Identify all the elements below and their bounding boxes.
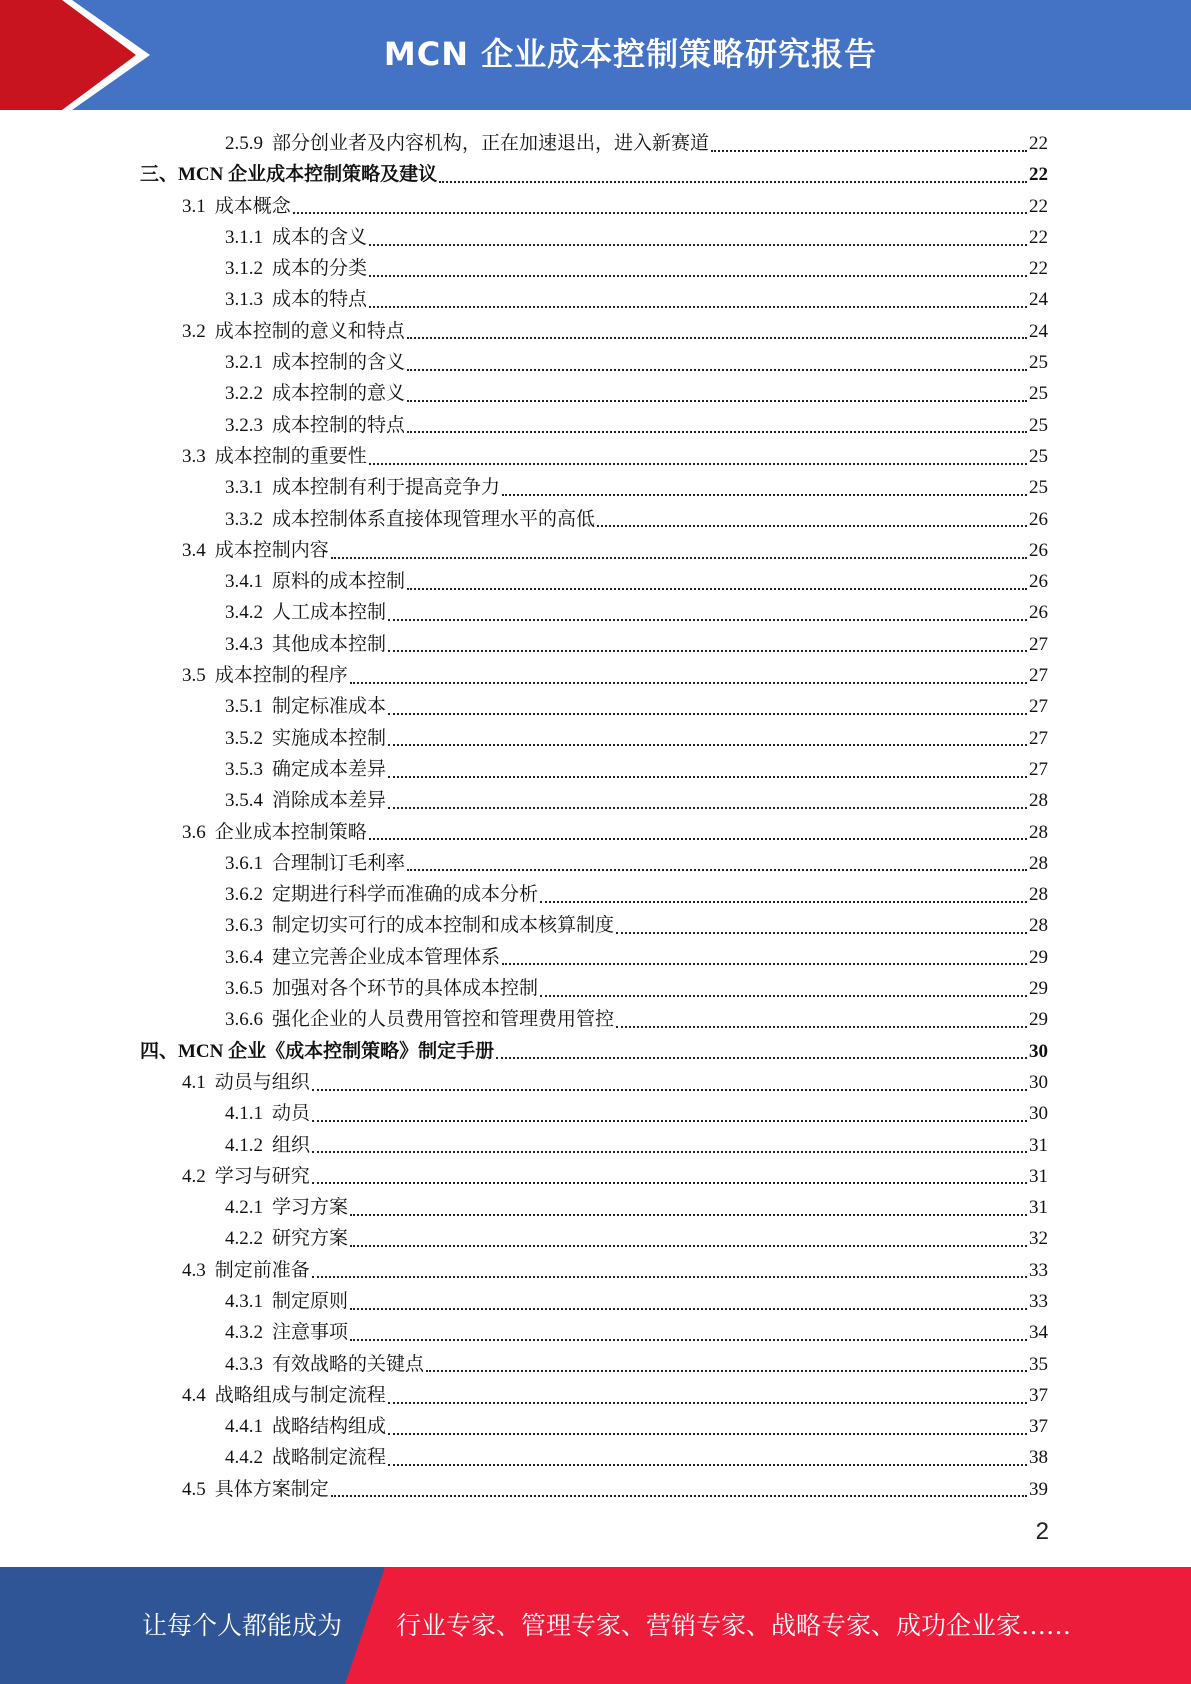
- toc-entry-number: 3.2: [182, 320, 206, 342]
- toc-entry[interactable]: [140, 1067, 1048, 1098]
- page-number: 2: [1035, 1518, 1049, 1545]
- toc-entry-number: 4.2.1: [225, 1197, 263, 1219]
- toc-page-number: 29: [1029, 978, 1048, 1000]
- toc-entry-number: 3.3.1: [225, 477, 263, 499]
- toc-page-number: 27: [1029, 665, 1048, 687]
- toc-entry-label: 其他成本控制: [272, 633, 387, 655]
- toc-entry-label: 具体方案制定: [214, 1478, 329, 1500]
- toc-entry-label: 成本控制体系直接体现管理水平的高低: [272, 508, 596, 530]
- toc-leader-dots: [369, 244, 1027, 246]
- toc-entry-label: 成本的含义: [272, 226, 368, 248]
- toc-page-number: 22: [1029, 226, 1048, 248]
- toc-leader-dots: [369, 463, 1027, 465]
- toc-leader-dots: [331, 557, 1027, 559]
- toc-entry-label: 成本控制的含义: [272, 352, 406, 374]
- toc-page-number: 37: [1029, 1416, 1048, 1438]
- toc-page-number: 24: [1029, 289, 1048, 311]
- toc-page-number: 25: [1029, 383, 1048, 405]
- toc-entry-number: 4.4.1: [225, 1416, 263, 1438]
- toc-page-number: 28: [1029, 790, 1048, 812]
- toc-entry-number: 3.1.2: [225, 258, 263, 280]
- toc-page-number: 27: [1029, 696, 1048, 718]
- toc-entry-title: [225, 1192, 348, 1223]
- toc-entry-title: [225, 566, 405, 597]
- toc-entry-number: 3.6.4: [225, 946, 263, 968]
- toc-page-number: 24: [1029, 320, 1048, 342]
- toc-page-number: 22: [1029, 258, 1048, 280]
- toc-entry-number: 3.5.3: [225, 758, 263, 780]
- toc-entry-title: [225, 1004, 614, 1035]
- page-header: [0, 0, 1191, 110]
- toc-leader-dots: [388, 807, 1027, 809]
- toc-page-number: 28: [1029, 852, 1048, 874]
- toc-entry-title: [225, 942, 500, 973]
- toc-leader-dots: [616, 1026, 1027, 1028]
- toc-entry[interactable]: [140, 1161, 1048, 1192]
- toc-entry-number: 3.4.1: [225, 571, 263, 593]
- toc-entry[interactable]: [140, 222, 1048, 253]
- toc-entry[interactable]: [140, 284, 1048, 315]
- toc-page-number: 26: [1029, 602, 1048, 624]
- toc-entry[interactable]: [140, 1349, 1048, 1380]
- toc-entry-number: 3.5.2: [225, 727, 263, 749]
- toc-entry[interactable]: [140, 1380, 1048, 1411]
- toc-entry-label: 战略结构组成: [272, 1416, 387, 1438]
- toc-page-number: 28: [1029, 821, 1048, 843]
- toc-entry-title: [225, 1349, 424, 1380]
- toc-leader-dots: [388, 1433, 1027, 1435]
- header-chevron-decoration: [0, 0, 150, 110]
- toc-page-number: 25: [1029, 352, 1048, 374]
- toc-entry[interactable]: [140, 159, 1048, 190]
- toc-leader-dots: [312, 1276, 1027, 1278]
- toc-page-number: 33: [1029, 1259, 1048, 1281]
- toc-entry[interactable]: [140, 817, 1048, 848]
- toc-entry-number: 3.6.3: [225, 915, 263, 937]
- toc-entry-title: [182, 316, 405, 347]
- toc-entry-number: 4.1.1: [225, 1103, 263, 1125]
- toc-page-number: 22: [1029, 133, 1048, 154]
- toc-leader-dots: [312, 1182, 1027, 1184]
- toc-entry[interactable]: [140, 1442, 1048, 1473]
- toc-page-number: 26: [1029, 571, 1048, 593]
- toc-entry[interactable]: [140, 441, 1048, 472]
- toc-leader-dots: [426, 1370, 1027, 1372]
- toc-entry[interactable]: [140, 253, 1048, 284]
- toc-entry-number: 2.5.9: [225, 133, 263, 154]
- toc-entry-label: 制定前准备: [214, 1259, 310, 1281]
- toc-entry-number: 3.4: [182, 539, 206, 561]
- toc-entry-number: 3.1.3: [225, 289, 263, 311]
- toc-page-number: 35: [1029, 1353, 1048, 1375]
- toc-entry-label: 制定切实可行的成本控制和成本核算制度: [272, 915, 615, 937]
- toc-entry-label: 战略制定流程: [272, 1447, 387, 1469]
- toc-entry[interactable]: [140, 942, 1048, 973]
- toc-entry-number: 3.4.2: [225, 602, 263, 624]
- toc-entry-title: [225, 848, 405, 879]
- toc-page-number: 22: [1029, 164, 1048, 186]
- toc-leader-dots: [407, 400, 1027, 402]
- toc-entry-label: 企业成本控制策略: [214, 821, 367, 843]
- toc-page-number: 38: [1029, 1447, 1048, 1469]
- toc-entry-number: 4.3.3: [225, 1353, 263, 1375]
- toc-entry[interactable]: [140, 347, 1048, 378]
- toc-entry-label: 有效战略的关键点: [272, 1353, 425, 1375]
- toc-entry-number: 4.1.2: [225, 1134, 263, 1156]
- toc-entry[interactable]: [140, 1286, 1048, 1317]
- toc-entry[interactable]: [140, 128, 1048, 159]
- toc-leader-dots: [502, 963, 1027, 965]
- toc-entry-title: [225, 1223, 348, 1254]
- toc-page-number: 27: [1029, 727, 1048, 749]
- toc-entry[interactable]: [140, 378, 1048, 409]
- toc-leader-dots: [350, 1214, 1027, 1216]
- toc-entry[interactable]: [140, 723, 1048, 754]
- toc-leader-dots: [350, 682, 1027, 684]
- toc-entry-label: 原料的成本控制: [272, 571, 406, 593]
- toc-entry[interactable]: [140, 597, 1048, 628]
- toc-page-number: 26: [1029, 508, 1048, 530]
- toc-entry-label: 研究方案: [272, 1228, 349, 1250]
- toc-entry-number: 3.5.4: [225, 790, 263, 812]
- toc-leader-dots: [350, 1339, 1027, 1341]
- toc-leader-dots: [312, 1120, 1027, 1122]
- toc-leader-dots: [407, 869, 1027, 871]
- toc-entry[interactable]: [140, 1411, 1048, 1442]
- toc-entry-label: 加强对各个环节的具体成本控制: [272, 978, 539, 1000]
- toc-leader-dots: [407, 369, 1027, 371]
- toc-entry-title: [182, 817, 367, 848]
- toc-entry-title: [225, 410, 405, 441]
- toc-leader-dots: [407, 431, 1027, 433]
- toc-page-number: 22: [1029, 195, 1048, 217]
- toc-entry-label: 成本的特点: [272, 289, 368, 311]
- toc-entry-title: [225, 284, 367, 315]
- toc-entry-title: [225, 1098, 310, 1129]
- toc-entry-title: [225, 910, 614, 941]
- toc-page-number: 29: [1029, 1009, 1048, 1031]
- toc-entry-title: [225, 1442, 386, 1473]
- toc-entry-label: 战略组成与制定流程: [214, 1384, 386, 1406]
- footer-slogan-left: 让每个人都能成为: [142, 1611, 343, 1640]
- toc-entry-label: 成本控制的重要性: [214, 445, 367, 467]
- toc-entry-label: 实施成本控制: [272, 727, 387, 749]
- toc-entry-number: 3.5: [182, 665, 206, 687]
- toc-entry-label: 成本控制的意义: [272, 383, 406, 405]
- toc-entry-title: [225, 1286, 348, 1317]
- toc-entry-number: 3.1: [182, 195, 206, 217]
- toc-page-number: 25: [1029, 477, 1048, 499]
- toc-entry-label: 人工成本控制: [272, 602, 387, 624]
- toc-entry-number: 3.4.3: [225, 633, 263, 655]
- toc-entry-number: 3.2.1: [225, 352, 263, 374]
- toc-entry-number: 4.5: [182, 1478, 206, 1500]
- toc-entry-title: [225, 347, 405, 378]
- toc-entry-title: [225, 754, 386, 785]
- toc-leader-dots: [293, 212, 1027, 214]
- toc-entry-number: 3.6.1: [225, 852, 263, 874]
- toc-entry-title: [182, 441, 367, 472]
- toc-entry-label: 部分创业者及内容机构，正在加速退出，进入新赛道: [272, 133, 710, 154]
- toc-entry[interactable]: [140, 1192, 1048, 1223]
- toc-entry[interactable]: [140, 691, 1048, 722]
- toc-entry-label: 注意事项: [272, 1322, 349, 1344]
- toc-entry-label: 强化企业的人员费用管控和管理费用管控: [272, 1009, 615, 1031]
- toc-entry-title: [225, 879, 538, 910]
- toc-entry-label: 合理制订毛利率: [272, 852, 406, 874]
- toc-leader-dots: [369, 275, 1027, 277]
- toc-entry-label: 动员: [272, 1103, 311, 1125]
- toc-leader-dots: [350, 1308, 1027, 1310]
- toc-entry-number: 3.2.2: [225, 383, 263, 405]
- toc-entry[interactable]: [140, 1130, 1048, 1161]
- toc-page-number: 33: [1029, 1290, 1048, 1312]
- toc-entry-title: [225, 785, 386, 816]
- toc-entry-label: 动员与组织: [214, 1071, 310, 1093]
- toc-entry[interactable]: [140, 660, 1048, 691]
- toc-entry-title: [225, 1411, 386, 1442]
- toc-page-number: 29: [1029, 946, 1048, 968]
- toc-entry-number: 3.2.3: [225, 414, 263, 436]
- toc-leader-dots: [407, 588, 1027, 590]
- toc-entry[interactable]: [140, 410, 1048, 441]
- toc-leader-dots: [312, 1151, 1027, 1153]
- toc-page-number: 39: [1029, 1478, 1048, 1500]
- toc-entry-number: 3.3.2: [225, 508, 263, 530]
- toc-leader-dots: [711, 150, 1027, 152]
- toc-page-number: 25: [1029, 414, 1048, 436]
- toc-entry-label: 学习方案: [272, 1197, 349, 1219]
- toc-page-number: 30: [1029, 1040, 1048, 1062]
- toc-entry-label: 确定成本差异: [272, 758, 387, 780]
- toc-entry[interactable]: [140, 879, 1048, 910]
- toc-entry-label: 建立完善企业成本管理体系: [272, 946, 501, 968]
- toc-entry-title: [182, 1255, 310, 1286]
- toc-entry-label: 学习与研究: [214, 1165, 310, 1187]
- toc-entry-title: [182, 191, 291, 222]
- page-footer: [0, 1567, 1191, 1684]
- toc-entry[interactable]: [140, 1474, 1048, 1505]
- toc-entry-number: 4.4: [182, 1384, 206, 1406]
- toc-entry-title: [225, 629, 386, 660]
- toc-leader-dots: [388, 713, 1027, 715]
- toc-leader-dots: [331, 1495, 1027, 1497]
- toc-entry[interactable]: [140, 1004, 1048, 1035]
- toc-entry-title: [225, 1317, 348, 1348]
- toc-leader-dots: [540, 995, 1027, 997]
- toc-entry[interactable]: [140, 316, 1048, 347]
- toc-entry-number: 3.3: [182, 445, 206, 467]
- toc-page-number: 31: [1029, 1134, 1048, 1156]
- toc-entry-label: 制定原则: [272, 1290, 349, 1312]
- toc-page-number: 27: [1029, 633, 1048, 655]
- toc-entry-title: [225, 472, 500, 503]
- toc-entry-title: [225, 597, 386, 628]
- toc-leader-dots: [388, 650, 1027, 652]
- toc-entry-title: [182, 1474, 329, 1505]
- toc-entry-number: 3.5.1: [225, 696, 263, 718]
- toc-entry-label: 制定标准成本: [272, 696, 387, 718]
- toc-entry-title: [225, 1130, 310, 1161]
- toc-entry-number: 4.4.2: [225, 1447, 263, 1469]
- toc-entry-number: 4.2.2: [225, 1228, 263, 1250]
- toc-entry[interactable]: [140, 629, 1048, 660]
- toc-entry[interactable]: [140, 472, 1048, 503]
- toc-page-number: 31: [1029, 1165, 1048, 1187]
- toc-entry[interactable]: [140, 785, 1048, 816]
- toc-leader-dots: [407, 337, 1027, 339]
- toc-leader-dots: [439, 181, 1027, 183]
- toc-page-number: 34: [1029, 1322, 1048, 1344]
- toc-entry-title: [225, 128, 709, 159]
- toc-entry-title: [225, 723, 386, 754]
- toc-page-number: 25: [1029, 445, 1048, 467]
- toc-entry-title: [182, 660, 348, 691]
- toc-entry-label: 三、MCN 企业成本控制策略及建议: [140, 164, 438, 186]
- toc-entry-label: 成本控制的程序: [214, 665, 348, 687]
- toc-entry-title: [225, 504, 595, 535]
- toc-entry-label: 成本控制的意义和特点: [214, 320, 405, 342]
- toc-entry-number: 4.1: [182, 1071, 206, 1093]
- toc-entry-title: [225, 378, 405, 409]
- toc-entry-label: 定期进行科学而准确的成本分析: [272, 884, 539, 906]
- toc-leader-dots: [350, 1245, 1027, 1247]
- toc-entry-title: [182, 1380, 386, 1411]
- toc-entry[interactable]: [140, 191, 1048, 222]
- toc-page-number: 27: [1029, 758, 1048, 780]
- toc-page-number: 37: [1029, 1384, 1048, 1406]
- toc-entry-number: 3.1.1: [225, 226, 263, 248]
- toc-entry[interactable]: [140, 973, 1048, 1004]
- toc-entry-title: [225, 691, 386, 722]
- table-of-contents: [140, 128, 1048, 1505]
- toc-page-number: 26: [1029, 539, 1048, 561]
- toc-entry[interactable]: [140, 535, 1048, 566]
- toc-leader-dots: [388, 776, 1027, 778]
- report-title: MCN 企业成本控制策略研究报告: [383, 35, 878, 73]
- toc-entry-number: 3.6: [182, 821, 206, 843]
- toc-entry-label: 成本控制内容: [214, 539, 329, 561]
- toc-entry-label: 组织: [272, 1134, 311, 1156]
- toc-entry[interactable]: [140, 754, 1048, 785]
- toc-entry-number: 4.3: [182, 1259, 206, 1281]
- toc-entry-label: 成本控制的特点: [272, 414, 406, 436]
- toc-page-number: 32: [1029, 1228, 1048, 1250]
- toc-leader-dots: [312, 1089, 1027, 1091]
- toc-entry-title: [140, 1036, 494, 1067]
- toc-entry-title: [182, 535, 329, 566]
- toc-leader-dots: [597, 525, 1027, 527]
- toc-leader-dots: [616, 932, 1027, 934]
- toc-entry-title: [225, 253, 367, 284]
- toc-entry[interactable]: [140, 1317, 1048, 1348]
- toc-leader-dots: [388, 1402, 1027, 1404]
- toc-leader-dots: [502, 494, 1027, 496]
- footer-slogan-right: 行业专家、管理专家、营销专家、战略专家、成功企业家……: [396, 1611, 1072, 1640]
- toc-leader-dots: [369, 306, 1027, 308]
- toc-entry-number: 3.6.5: [225, 978, 263, 1000]
- toc-entry[interactable]: [140, 1036, 1048, 1067]
- toc-entry-number: 4.3.1: [225, 1290, 263, 1312]
- toc-entry-label: 成本控制有利于提高竞争力: [272, 477, 501, 499]
- toc-entry[interactable]: [140, 1255, 1048, 1286]
- toc-entry[interactable]: [140, 1223, 1048, 1254]
- toc-leader-dots: [369, 838, 1027, 840]
- toc-entry-number: 4.2: [182, 1165, 206, 1187]
- toc-entry[interactable]: [140, 504, 1048, 535]
- toc-entry-title: [182, 1161, 310, 1192]
- toc-leader-dots: [388, 619, 1027, 621]
- toc-leader-dots: [388, 744, 1027, 746]
- toc-page-number: 30: [1029, 1103, 1048, 1125]
- toc-page-number: 28: [1029, 915, 1048, 937]
- toc-page-number: 30: [1029, 1071, 1048, 1093]
- toc-entry[interactable]: [140, 1098, 1048, 1129]
- toc-page-number: 28: [1029, 884, 1048, 906]
- toc-entry-label: 消除成本差异: [272, 790, 387, 812]
- toc-entry-label: 四、MCN 企业《成本控制策略》制定手册: [140, 1040, 495, 1062]
- toc-leader-dots: [496, 1057, 1027, 1059]
- toc-entry-label: 成本概念: [214, 195, 291, 217]
- toc-entry-title: [140, 159, 437, 190]
- toc-entry-number: 3.6.2: [225, 884, 263, 906]
- toc-entry[interactable]: [140, 566, 1048, 597]
- toc-entry-label: 成本的分类: [272, 258, 368, 280]
- toc-leader-dots: [388, 1464, 1027, 1466]
- toc-entry-title: [182, 1067, 310, 1098]
- toc-entry-number: 4.3.2: [225, 1322, 263, 1344]
- toc-entry-title: [225, 973, 538, 1004]
- toc-page-number: 31: [1029, 1197, 1048, 1219]
- toc-entry[interactable]: [140, 910, 1048, 941]
- toc-entry[interactable]: [140, 848, 1048, 879]
- toc-leader-dots: [540, 901, 1027, 903]
- toc-entry-number: 3.6.6: [225, 1009, 263, 1031]
- toc-entry-title: [225, 222, 367, 253]
